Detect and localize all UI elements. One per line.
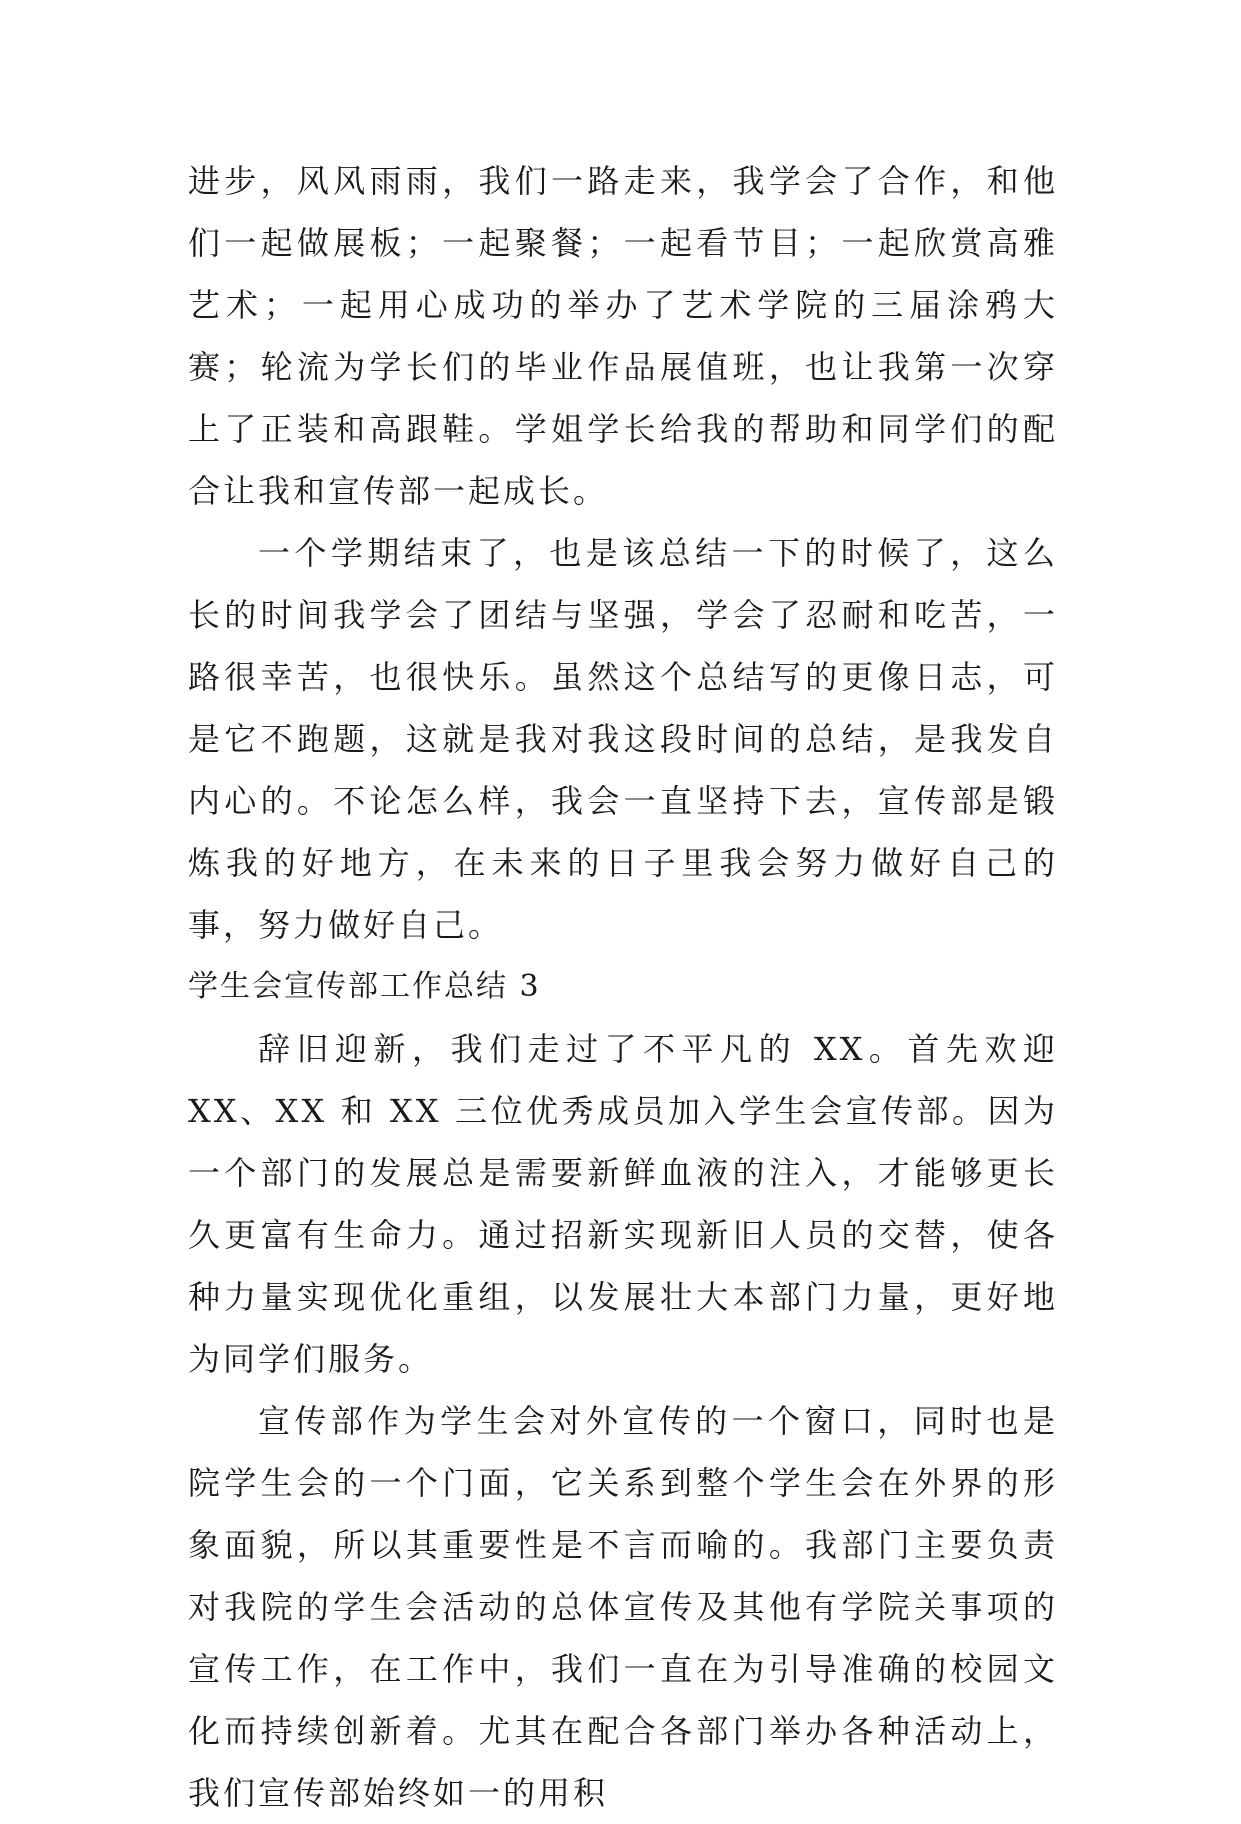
document-body <box>188 150 1058 1824</box>
paragraph-new-members: 辞旧迎新，我们走过了不平凡的 XX。首先欢迎 XX、XX 和 XX 三位优秀成员加入学生会宣传部。因为一个部门的发展总是需要新鲜血液的注入，才能够更长久更富有生命力。通过招新实现新旧人员的交替，使各种力量实现优化重组，以发展壮大本部门力量，更好地为同学们服务。 <box>188 1030 1058 1378</box>
paragraph-department-role: 宣传部作为学生会对外宣传的一个窗口，同时也是院学生会的一个门面，它关系到整个学生会在外界的形象面貌，所以其重要性是不言而喻的。我部门主要负责对我院的学生会活动的总体宣传及其他有学院关事项的宣传工作，在工作中，我们一直在为引导准确的校园文化而持续创新着。尤其在配合各部门举办各种活动上，我们宣传部始终如一的用积 <box>188 1402 1058 1812</box>
section-heading: 学生会宣传部工作总结 3 <box>188 969 541 1004</box>
paragraph-continuation: 进步，风风雨雨，我们一路走来，我学会了合作，和他们一起做展板；一起聚餐；一起看节目；一起欣赏高雅艺术；一起用心成功的举办了艺术学院的三届涂鸦大赛；轮流为学长们的毕业作品展值班，也让我第一次穿上了正装和高跟鞋。学姐学长给我的帮助和同学们的配合让我和宣传部一起成长。 <box>188 162 1058 510</box>
paragraph-semester-summary: 一个学期结束了，也是该总结一下的时候了，这么长的时间我学会了团结与坚强，学会了忍耐和吃苦，一路很幸苦，也很快乐。虽然这个总结写的更像日志，可是它不跑题，这就是我对我这段时间的总结，是我发自内心的。不论怎么样，我会一直坚持下去，宣传部是锻炼我的好地方，在未来的日子里我会努力做好自己的事，努力做好自己。 <box>188 534 1058 944</box>
